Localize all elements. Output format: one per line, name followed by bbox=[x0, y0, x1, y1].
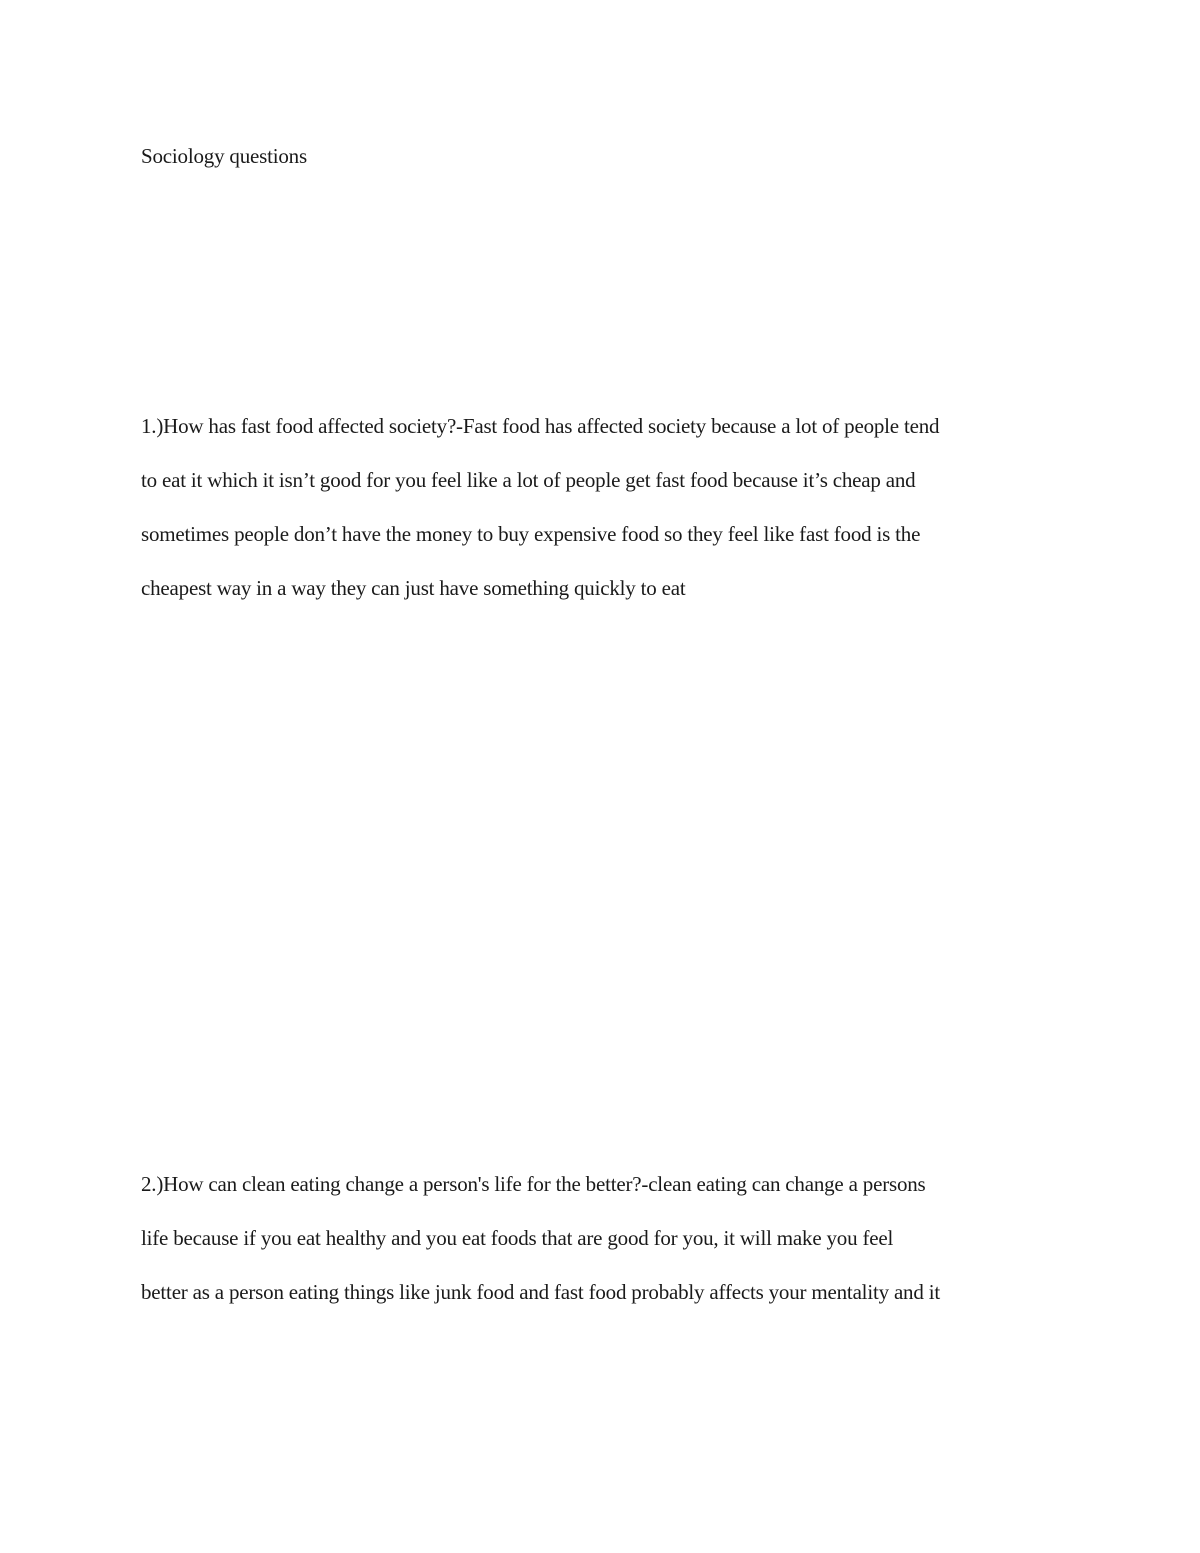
paragraph-line: cheapest way in a way they can just have something quickly to eat bbox=[141, 576, 686, 600]
paragraph-line: to eat it which it isn’t good for you feel like a lot of people get fast food because it’s cheap and bbox=[141, 468, 916, 492]
paragraph-line: life because if you eat healthy and you eat foods that are good for you, it will make you feel bbox=[141, 1226, 894, 1250]
paragraph-line: better as a person eating things like junk food and fast food probably affects your mentality and it bbox=[141, 1280, 940, 1304]
paragraph-line: 2.)How can clean eating change a person's life for the better?-clean eating can change a persons bbox=[141, 1172, 926, 1196]
paragraph-line: 1.)How has fast food affected society?-Fast food has affected society because a lot of people tend bbox=[141, 414, 940, 438]
paragraph-line: sometimes people don’t have the money to buy expensive food so they feel like fast food is the bbox=[141, 522, 921, 546]
question-1-paragraph bbox=[141, 412, 1071, 628]
document-title: Sociology questions bbox=[141, 144, 307, 168]
question-2-paragraph bbox=[141, 1170, 1071, 1332]
